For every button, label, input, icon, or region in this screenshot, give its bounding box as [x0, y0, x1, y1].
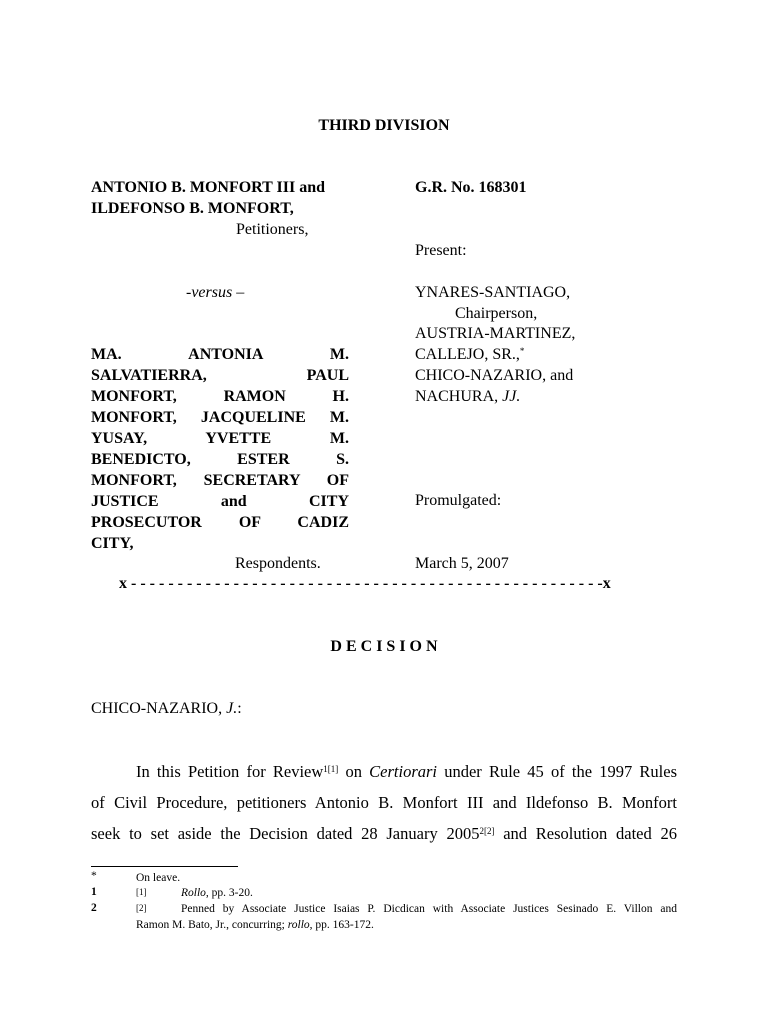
on-leave-marker: * [519, 346, 525, 356]
justice-ynares-santiago: YNARES-SANTIAGO, [415, 284, 571, 301]
respondent-line: BENEDICTO, ESTER S. [91, 451, 349, 468]
caption-separator: x - - - - - - - - - - - - - - - - - - - - - - - - - - - - - - - - - - - - - - - - - - - - - - - - - - -x [119, 575, 611, 592]
respondent-line: MONFORT, RAMON H. [91, 388, 349, 405]
respondent-line: MONFORT, SECRETARY OF [91, 472, 349, 489]
justice-austria-martinez: AUSTRIA-MARTINEZ, [415, 325, 576, 342]
body-line-3: seek to set aside the Decision dated 28 January $2005^{2[2]}$ and Resolution dated 26 [91, 824, 677, 843]
footnote-1-ref: [1] [136, 887, 147, 897]
division-heading: THIRD DIVISION [318, 117, 450, 134]
footnote-1-number: 1 [91, 886, 97, 898]
chairperson-label: Chairperson, [455, 305, 538, 322]
gr-number: G.R. No. 168301 [415, 179, 527, 196]
versus-label: -versus – [186, 284, 245, 301]
promulgated-label: Promulgated: [415, 492, 502, 509]
respondent-line: MA. ANTONIA M. [91, 346, 349, 363]
footnote-1-text: Rollo, pp. 3-20. [181, 887, 253, 899]
petitioner-line-1: ANTONIO B. MONFORT III and [91, 179, 326, 196]
footnote-2-line-1: Penned by Associate Justice Isaias P. Dicdican with Associate Justices Sesinado E. Villon and [181, 903, 677, 915]
respondent-line: PROSECUTOR OF CADIZ [91, 514, 349, 531]
body-line-1: In this Petition for Review$^{1[1]}$ on Certiorari under Rule 45 of the 1997 Rules [136, 762, 678, 781]
respondent-line: MONFORT, JACQUELINE M. [91, 409, 349, 426]
justice-chico-nazario: CHICO-NAZARIO, and [415, 367, 574, 384]
footnote-star-text: On leave. [136, 872, 181, 884]
respondents-label: Respondents. [235, 555, 321, 572]
justice-nachura: NACHURA, JJ. [415, 388, 521, 405]
footnote-ref-1: 1[1] [323, 764, 339, 774]
decision-title: D E C I S I O N [330, 638, 438, 655]
respondent-line: SALVATIERRA, PAUL [91, 367, 349, 384]
petitioners-label: Petitioners, [236, 221, 309, 238]
petitioner-line-2: ILDEFONSO B. MONFORT, [91, 200, 294, 217]
footnote-ref-2: 2[2] [479, 826, 495, 836]
respondent-line: JUSTICE and CITY [91, 493, 349, 510]
present-label: Present: [415, 242, 467, 259]
footnote-2-ref: [2] [136, 903, 147, 913]
body-line-2: of Civil Procedure, petitioners Antonio B. Monfort III and Ildefonso B. Monfort [91, 793, 677, 812]
footnote-2-number: 2 [91, 902, 97, 914]
promulgated-date: March 5, 2007 [415, 555, 509, 572]
respondent-line-last: CITY, [91, 535, 134, 552]
footnote-separator [91, 866, 238, 867]
respondent-line: YUSAY, YVETTE M. [91, 430, 349, 447]
ponente: CHICO-NAZARIO, J.: [91, 700, 242, 717]
footnote-2-line-2: Ramon M. Bato, Jr., concurring; rollo, pp. 163-172. [136, 919, 374, 931]
justice-callejo: CALLEJO, SR.,* [415, 346, 525, 363]
footnote-star-mark: * [91, 870, 97, 882]
